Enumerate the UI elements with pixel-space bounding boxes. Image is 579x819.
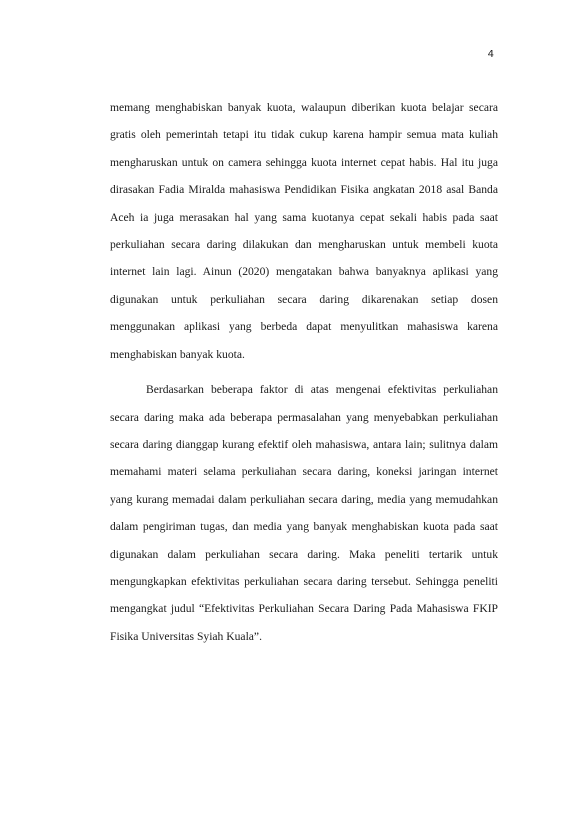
text-line: yang kurang memadai dalam perkuliahan secara daring, media yang memudahkan	[110, 492, 498, 506]
text-line: mengungkapkan efektivitas perkuliahan secara daring tersebut. Sehingga peneliti	[110, 575, 498, 589]
text-line: internet lain lagi. Ainun (2020) mengatakan bahwa banyaknya aplikasi yang	[110, 265, 498, 279]
text-line: dirasakan Fadia Miralda mahasiswa Pendidikan Fisika angkatan 2018 asal Banda	[110, 183, 498, 197]
text-line: secara daring dianggap kurang efektif oleh mahasiswa, antara lain; sulitnya dalam	[110, 438, 498, 452]
text-line: mengangkat judul “Efektivitas Perkuliahan Secara Daring Pada Mahasiswa FKIP	[110, 602, 498, 616]
text-line: digunakan dalam perkuliahan secara daring. Maka peneliti tertarik untuk	[110, 547, 498, 561]
text-line: secara daring maka ada beberapa permasalahan yang menyebabkan perkuliahan	[110, 410, 498, 424]
text-line: gratis oleh pemerintah tetapi itu tidak cukup karena hampir semua mata kuliah	[110, 128, 498, 142]
paragraph-spacing	[110, 368, 498, 376]
text-line: menghabiskan banyak kuota.	[110, 347, 245, 361]
paragraph	[110, 376, 498, 650]
text-line: dalam pengiriman tugas, dan media yang banyak menghabiskan kuota pada saat	[110, 520, 498, 534]
text-line: perkuliahan secara daring dilakukan dan mengharuskan untuk membeli kuota	[110, 237, 498, 251]
text-line: memang menghabiskan banyak kuota, walaupun diberikan kuota belajar secara	[110, 101, 498, 114]
text-line: Fisika Universitas Syiah Kuala”.	[110, 629, 262, 643]
text-line: digunakan untuk perkuliahan secara daring dikarenakan setiap dosen	[110, 292, 498, 306]
paragraph	[110, 94, 498, 368]
page-number: 4	[487, 49, 494, 60]
text-line: Aceh ia juga merasakan hal yang sama kuotanya cepat sekali habis pada saat	[110, 210, 498, 224]
text-line: mengharuskan untuk on camera sehingga kuota internet cepat habis. Hal itu juga	[110, 155, 498, 169]
text-line: menggunakan aplikasi yang berbeda dapat menyulitkan mahasiswa karena	[110, 320, 498, 334]
text-line: Berdasarkan beberapa faktor di atas mengenai efektivitas perkuliahan	[146, 383, 498, 397]
text-line: memahami materi selama perkuliahan secara daring, koneksi jaringan internet	[110, 465, 498, 479]
body-text	[110, 94, 498, 650]
